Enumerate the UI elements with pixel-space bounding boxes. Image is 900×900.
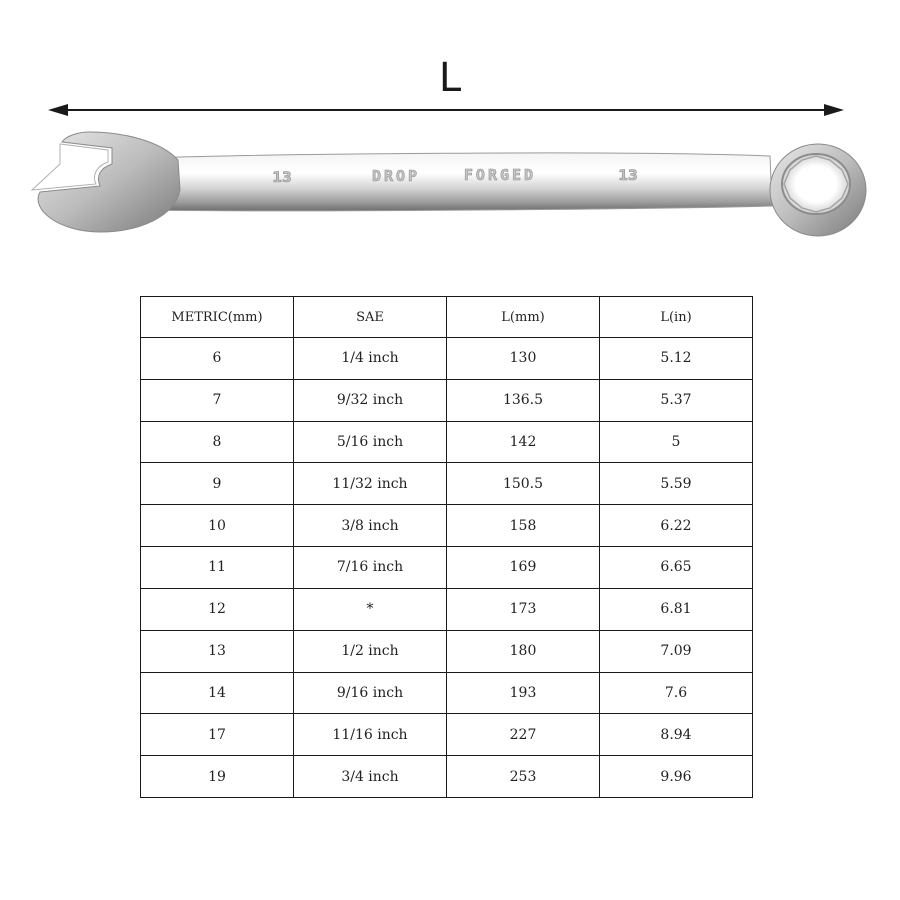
cell-metric: 19 bbox=[141, 756, 294, 798]
table-row bbox=[141, 714, 753, 756]
cell-length-mm: 253 bbox=[447, 756, 600, 798]
cell-sae: 3/8 inch bbox=[294, 505, 447, 547]
wrench-marking-drop: DROP bbox=[371, 167, 421, 185]
table-row bbox=[141, 421, 753, 463]
cell-length-mm: 193 bbox=[447, 672, 600, 714]
cell-sae: 7/16 inch bbox=[294, 547, 447, 589]
cell-length-in: 5.12 bbox=[600, 338, 753, 380]
cell-length-mm: 169 bbox=[447, 547, 600, 589]
table-row bbox=[141, 505, 753, 547]
cell-length-mm: 150.5 bbox=[447, 463, 600, 505]
cell-length-in: 9.96 bbox=[600, 756, 753, 798]
table-row bbox=[141, 588, 753, 630]
cell-metric: 12 bbox=[141, 588, 294, 630]
header-sae: SAE bbox=[294, 297, 447, 338]
cell-length-mm: 142 bbox=[447, 421, 600, 463]
cell-sae: 11/16 inch bbox=[294, 714, 447, 756]
cell-length-mm: 227 bbox=[447, 714, 600, 756]
cell-metric: 9 bbox=[141, 463, 294, 505]
cell-length-in: 7.6 bbox=[600, 672, 753, 714]
length-dimension-label: L bbox=[438, 55, 462, 101]
table-row bbox=[141, 379, 753, 421]
cell-sae: 1/4 inch bbox=[294, 338, 447, 380]
combination-wrench-image bbox=[0, 120, 900, 260]
cell-length-mm: 180 bbox=[447, 630, 600, 672]
table-row bbox=[141, 630, 753, 672]
cell-length-in: 5.37 bbox=[600, 379, 753, 421]
cell-metric: 7 bbox=[141, 379, 294, 421]
wrench-marking-size-right: 13 bbox=[618, 168, 638, 184]
header-metric: METRIC(mm) bbox=[141, 297, 294, 338]
cell-sae: 9/16 inch bbox=[294, 672, 447, 714]
wrench-marking-forged: FORGED bbox=[463, 166, 537, 184]
cell-length-in: 5.59 bbox=[600, 463, 753, 505]
cell-metric: 17 bbox=[141, 714, 294, 756]
cell-length-in: 6.65 bbox=[600, 547, 753, 589]
cell-sae: 11/32 inch bbox=[294, 463, 447, 505]
cell-length-mm: 130 bbox=[447, 338, 600, 380]
cell-length-mm: 173 bbox=[447, 588, 600, 630]
cell-length-in: 6.81 bbox=[600, 588, 753, 630]
cell-length-mm: 158 bbox=[447, 505, 600, 547]
cell-metric: 10 bbox=[141, 505, 294, 547]
wrench-marking-size-left: 13 bbox=[272, 170, 292, 186]
table-row bbox=[141, 756, 753, 798]
wrench-size-table bbox=[140, 296, 753, 798]
cell-length-in: 7.09 bbox=[600, 630, 753, 672]
cell-metric: 13 bbox=[141, 630, 294, 672]
cell-metric: 14 bbox=[141, 672, 294, 714]
cell-length-mm: 136.5 bbox=[447, 379, 600, 421]
cell-metric: 8 bbox=[141, 421, 294, 463]
cell-metric: 6 bbox=[141, 338, 294, 380]
table-row bbox=[141, 338, 753, 380]
cell-sae: 1/2 inch bbox=[294, 630, 447, 672]
table-row bbox=[141, 547, 753, 589]
cell-length-in: 5 bbox=[600, 421, 753, 463]
cell-metric: 11 bbox=[141, 547, 294, 589]
table-row bbox=[141, 672, 753, 714]
table-body bbox=[141, 338, 753, 798]
cell-sae: * bbox=[294, 588, 447, 630]
header-length-in: L(in) bbox=[600, 297, 753, 338]
length-dimension-arrow bbox=[0, 98, 900, 122]
table-row bbox=[141, 463, 753, 505]
header-length-mm: L(mm) bbox=[447, 297, 600, 338]
cell-length-in: 8.94 bbox=[600, 714, 753, 756]
cell-length-in: 6.22 bbox=[600, 505, 753, 547]
cell-sae: 5/16 inch bbox=[294, 421, 447, 463]
cell-sae: 3/4 inch bbox=[294, 756, 447, 798]
table-header-row bbox=[141, 297, 753, 338]
cell-sae: 9/32 inch bbox=[294, 379, 447, 421]
